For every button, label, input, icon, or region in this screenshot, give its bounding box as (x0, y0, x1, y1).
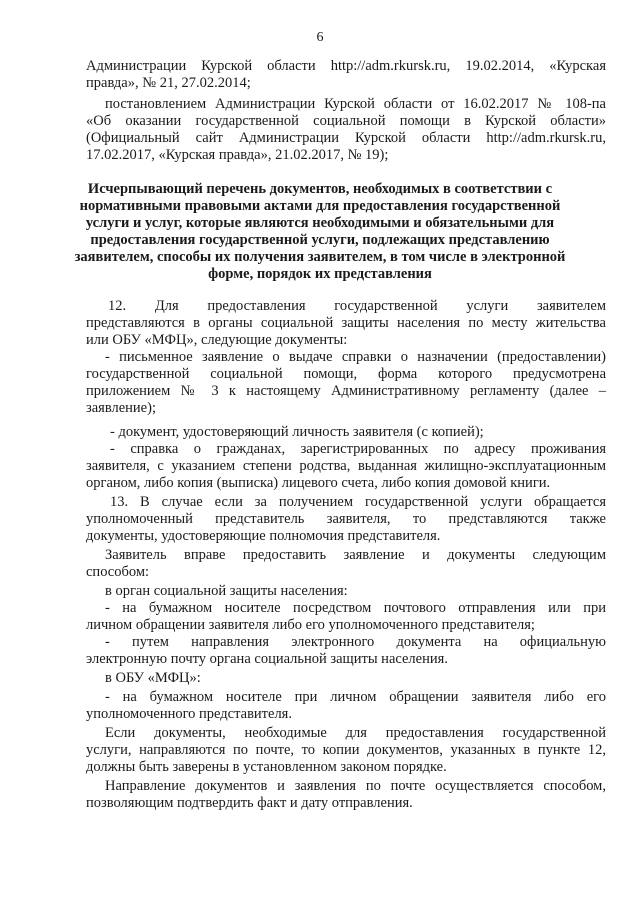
text-line: Направление документов и заявления по почте осуществляется способом, (105, 778, 606, 794)
section-heading-line: форме, порядок их представления (208, 266, 432, 282)
page-number: 6 (316, 30, 324, 45)
text-line: - на бумажном носителе посредством почтового отправления или при (105, 600, 606, 616)
text-line: уполномоченного представителя. (86, 706, 292, 722)
text-line: 17.02.2017, «Курская правда», 21.02.2017, № 19); (86, 147, 389, 163)
text-line: постановлением Администрации Курской области от 16.02.2017 № 108-па (105, 96, 606, 112)
text-line: правда», № 21, 27.02.2014; (86, 75, 251, 91)
text-line: услуги, направляются по почте, то копии документов, указанных в пункте 12, (86, 742, 606, 758)
text-line: заявителя, с указанием степени родства, выданная жилищно-эксплуатационным (86, 458, 606, 474)
text-line: заявление); (86, 400, 156, 416)
text-line: - на бумажном носителе при личном обращении заявителя либо его (105, 689, 606, 705)
text-line: - справка о гражданах, зарегистрированных по адресу проживания (110, 441, 606, 457)
text-line: - письменное заявление о выдаче справки о назначении (предоставлении) (105, 349, 606, 365)
text-line: - путем направления электронного документа на официальную (105, 634, 606, 650)
text-line: Если документы, необходимые для предоставления государственной (105, 725, 606, 741)
text-line: должны быть заверены в установленном законом порядке. (86, 759, 447, 775)
text-line: электронную почту органа социальной защиты населения. (86, 651, 448, 667)
text-line: или ОБУ «МФЦ», следующие документы: (86, 332, 348, 348)
text-line: в орган социальной защиты населения: (105, 583, 348, 599)
text-line: государственной социальной помощи, форма которого предусмотрена (86, 366, 606, 382)
section-heading-line: заявителем, способы их получения заявителем, в том числе в электронной (74, 249, 566, 265)
text-line: органом, либо копия (выписка) лицевого счета, либо копия домовой книги. (86, 475, 551, 491)
text-line: документы, удостоверяющие полномочия представителя. (86, 528, 441, 544)
text-line: (Официальный сайт Администрации Курской области http://adm.rkursk.ru, (86, 130, 606, 146)
text-line: 13. В случае если за получением государственной услуги обращается (110, 494, 606, 510)
text-line: - документ, удостоверяющий личность заявителя (с копией); (110, 424, 484, 440)
text-line: представляются в органы социальной защиты населения по месту жительства (86, 315, 606, 331)
section-heading-line: предоставления государственной услуги, подлежащих представлению (90, 232, 550, 248)
text-line: способом: (86, 564, 150, 580)
section-heading-line: нормативными правовыми актами для предоставления государственной (79, 198, 561, 214)
text-line: в ОБУ «МФЦ»: (105, 670, 201, 686)
text-line: Администрации Курской области http://adm.rkursk.ru, 19.02.2014, «Курская (86, 58, 606, 74)
text-line: Заявитель вправе предоставить заявление и документы следующим (105, 547, 606, 563)
section-heading-line: Исчерпывающий перечень документов, необходимых в соответствии с (87, 181, 553, 197)
text-line: приложением № 3 к настоящему Административному регламенту (далее – (86, 383, 606, 399)
text-line: «Об оказании государственной социальной помощи в Курской области» (86, 113, 606, 129)
text-line: уполномоченный представитель заявителя, то представляются также (86, 511, 606, 527)
text-line: позволяющим подтвердить факт и дату отправления. (86, 795, 413, 811)
section-heading-line: услуги и услуг, которые являются необходимыми и обязательными для (85, 215, 555, 231)
text-line: личном обращении заявителя либо его уполномоченного представителя; (86, 617, 535, 633)
text-line: 12. Для предоставления государственной услуги заявителем (108, 298, 606, 314)
